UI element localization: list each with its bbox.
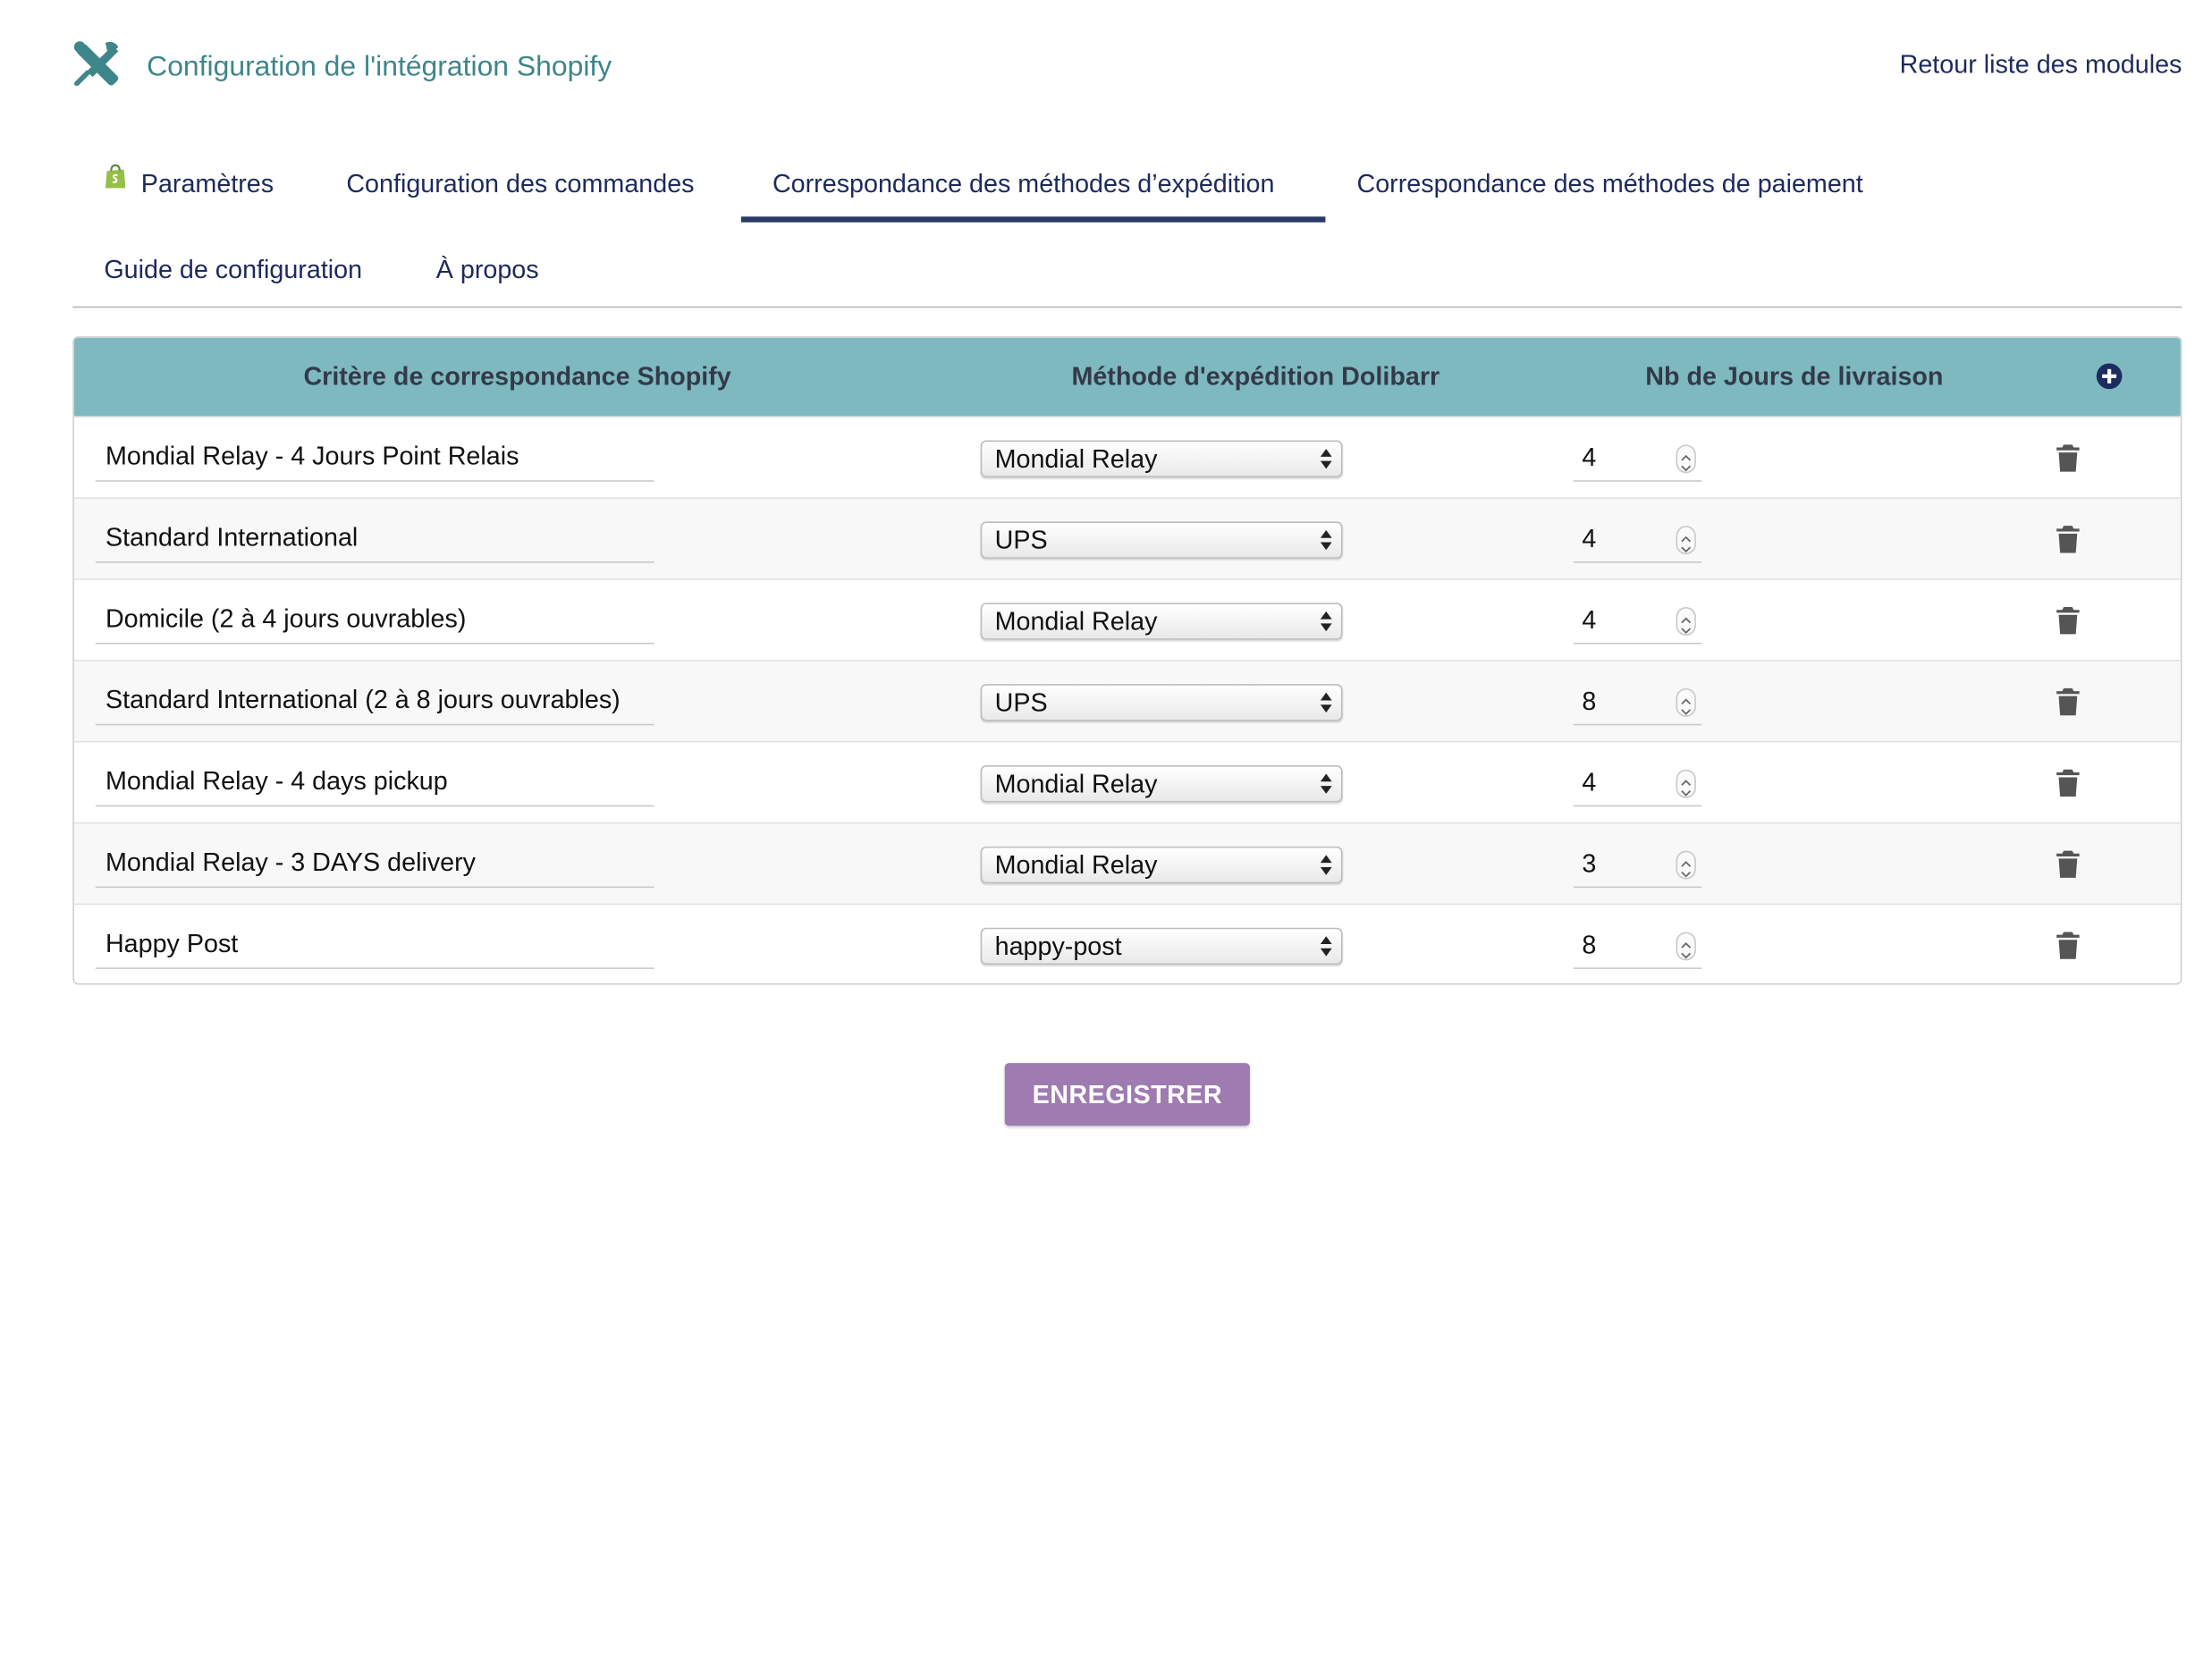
select-arrows-icon: [1320, 610, 1332, 633]
number-spinner-icon[interactable]: [1676, 688, 1696, 717]
trash-icon[interactable]: [2056, 605, 2081, 635]
shopify-bag-icon: [104, 164, 127, 190]
delivery-days-value: 8: [1582, 687, 1597, 716]
delivery-days-input[interactable]: [1574, 679, 1701, 725]
tab-label: À propos: [435, 255, 539, 284]
save-button[interactable]: ENREGISTRER: [1005, 1063, 1250, 1126]
column-header-criteria: Critère de correspondance Shopify: [303, 361, 731, 391]
select-arrows-icon: [1320, 772, 1332, 796]
delivery-days-input[interactable]: [1574, 923, 1701, 969]
trash-icon[interactable]: [2056, 687, 2081, 716]
criteria-input[interactable]: [96, 514, 654, 562]
tab-guide-configuration[interactable]: [72, 228, 393, 308]
tools-icon: [72, 40, 121, 89]
page-header: [72, 40, 2182, 97]
criteria-input[interactable]: [96, 839, 654, 888]
tab-correspondance-paiement[interactable]: [1325, 142, 1894, 222]
number-spinner-icon[interactable]: [1676, 851, 1696, 880]
select-value: UPS: [994, 526, 1048, 555]
column-header-days: Nb de Jours de livraison: [1645, 361, 1944, 391]
shipping-method-select[interactable]: [981, 928, 1343, 965]
back-to-modules-link[interactable]: Retour liste des modules: [1899, 49, 2182, 79]
criteria-input[interactable]: [96, 434, 654, 482]
table-row: [74, 416, 2181, 497]
delivery-days-input[interactable]: [1574, 761, 1701, 806]
tab-bar: [72, 142, 2182, 308]
tab-a-propos[interactable]: [405, 228, 570, 308]
tab-label: Configuration des commandes: [346, 169, 695, 198]
table-row: [74, 741, 2181, 822]
criteria-input[interactable]: [96, 595, 654, 644]
delivery-days-value: 8: [1582, 930, 1597, 959]
number-spinner-icon[interactable]: [1676, 770, 1696, 798]
column-header-method: Méthode d'expédition Dolibarr: [1071, 361, 1440, 391]
shipping-method-select[interactable]: [981, 847, 1343, 883]
trash-icon[interactable]: [2056, 768, 2081, 797]
trash-icon[interactable]: [2056, 849, 2081, 879]
select-arrows-icon: [1320, 935, 1332, 958]
tab-correspondance-expedition[interactable]: [741, 142, 1326, 222]
select-value: Mondial Relay: [994, 607, 1158, 636]
delivery-days-value: 4: [1582, 524, 1597, 553]
table-row: [74, 822, 2181, 904]
select-value: UPS: [994, 687, 1048, 717]
delivery-days-input[interactable]: [1574, 598, 1701, 644]
criteria-input[interactable]: [96, 677, 654, 725]
tab-parametres[interactable]: [72, 142, 305, 222]
select-value: Mondial Relay: [994, 769, 1158, 798]
tab-label: Correspondance des méthodes de paiement: [1356, 169, 1863, 198]
select-value: Mondial Relay: [994, 850, 1158, 880]
select-arrows-icon: [1320, 854, 1332, 877]
select-arrows-icon: [1320, 528, 1332, 552]
shipping-method-select[interactable]: [981, 684, 1343, 721]
select-arrows-icon: [1320, 691, 1332, 714]
shipping-mapping-table: [72, 336, 2182, 984]
number-spinner-icon[interactable]: [1676, 932, 1696, 960]
criteria-input[interactable]: [96, 921, 654, 969]
select-value: Mondial Relay: [994, 444, 1158, 474]
number-spinner-icon[interactable]: [1676, 607, 1696, 636]
trash-icon[interactable]: [2056, 525, 2081, 554]
tab-label: Guide de configuration: [104, 255, 363, 284]
trash-icon[interactable]: [2056, 931, 2081, 960]
delivery-days-value: 4: [1582, 443, 1597, 472]
delivery-days-value: 3: [1582, 849, 1597, 878]
page-title: Configuration de l'intégration Shopify: [147, 51, 612, 83]
table-header: [74, 338, 2181, 417]
delivery-days-input[interactable]: [1574, 842, 1701, 888]
select-arrows-icon: [1320, 448, 1332, 471]
shipping-method-select[interactable]: [981, 603, 1343, 639]
delivery-days-input[interactable]: [1574, 436, 1701, 482]
delivery-days-input[interactable]: [1574, 518, 1701, 563]
shipping-method-select[interactable]: [981, 521, 1343, 558]
tab-configuration-commandes[interactable]: [315, 142, 725, 222]
tab-label: Paramètres: [140, 169, 274, 198]
shipping-method-select[interactable]: [981, 765, 1343, 802]
table-row: [74, 497, 2181, 578]
number-spinner-icon[interactable]: [1676, 444, 1696, 473]
number-spinner-icon[interactable]: [1676, 526, 1696, 554]
table-row: [74, 578, 2181, 660]
criteria-input[interactable]: [96, 758, 654, 806]
delivery-days-value: 4: [1582, 605, 1597, 635]
delivery-days-value: 4: [1582, 768, 1597, 797]
tab-label: Correspondance des méthodes d’expédition: [772, 169, 1275, 198]
plus-circle-icon[interactable]: [2095, 362, 2123, 391]
select-value: happy-post: [994, 932, 1122, 961]
table-row: [74, 660, 2181, 741]
shipping-method-select[interactable]: [981, 441, 1343, 477]
table-row: [74, 904, 2181, 985]
trash-icon[interactable]: [2056, 443, 2081, 473]
